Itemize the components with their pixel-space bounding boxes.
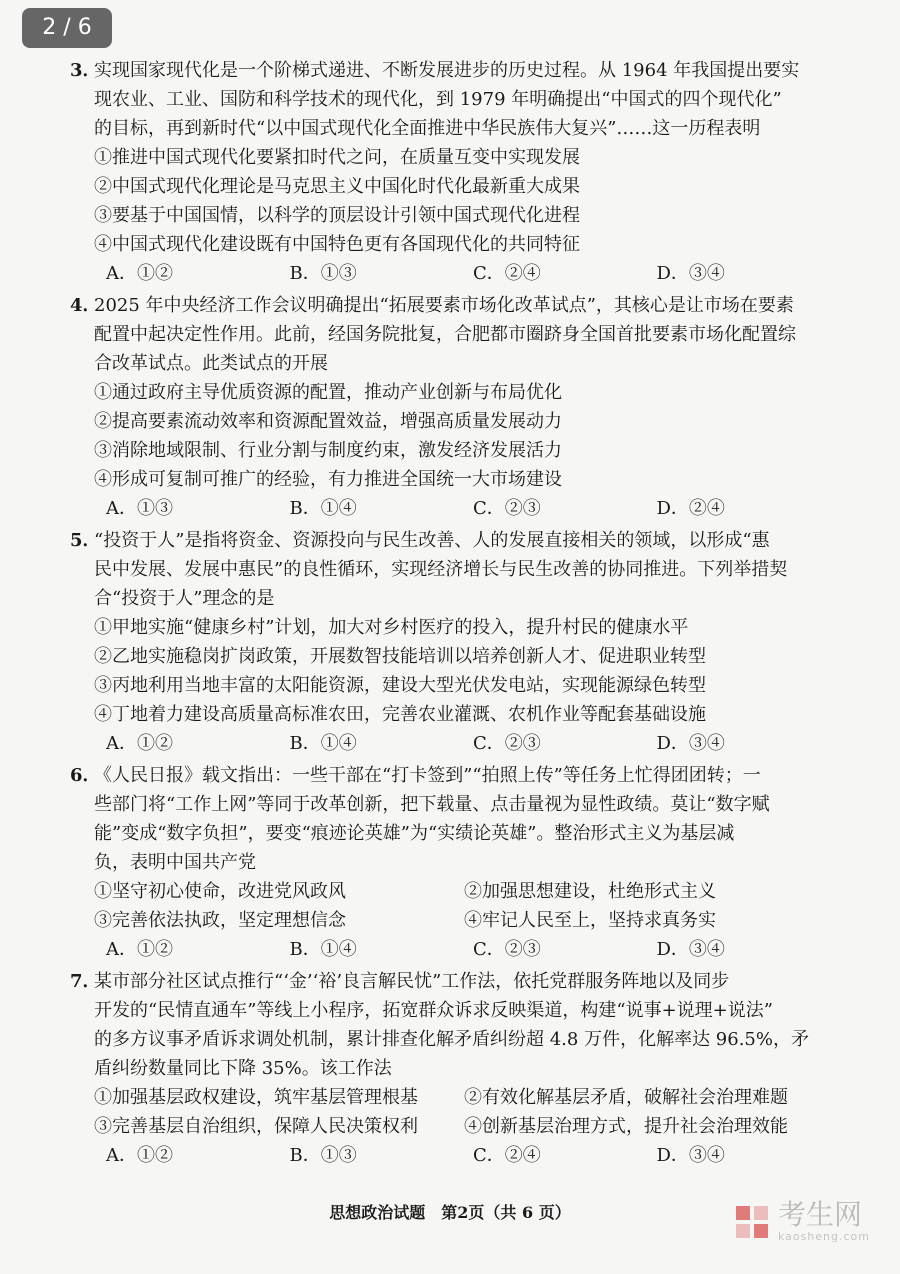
statement-option: ②有效化解基层矛盾，破解社会治理难题 — [464, 1087, 788, 1108]
statement-option: ③消除地域限制、行业分割与制度约束，激发经济发展活力 — [94, 440, 562, 461]
statement-option: ②提高要素流动效率和资源配置效益，增强高质量发展动力 — [94, 411, 562, 432]
question-stem-line: 开发的“民情直通车”等线上小程序，拓宽群众诉求反映渠道，构建“说事+说理+说法” — [94, 1000, 773, 1021]
question-stem-line: 合改革试点。此类试点的开展 — [94, 353, 328, 374]
question-3 — [70, 56, 840, 288]
question-stem-line: 的多方议事矛盾诉求调处机制，累计排查化解矛盾纠纷超 4.8 万件，化解率达 96.5%，矛 — [94, 1029, 809, 1050]
statement-option-row — [70, 877, 840, 906]
question-stem-line: 些部门将“工作上网”等同于改革创新，把下载量、点击量视为显性政绩。莫让“数字赋 — [94, 794, 770, 815]
answer-choices — [70, 494, 840, 523]
statement-option: ③完善依法执政，坚定理想信念 — [94, 910, 346, 931]
statement-option: ①甲地实施“健康乡村”计划，加大对乡村医疗的投入，提升村民的健康水平 — [94, 617, 689, 638]
statement-option: ②加强思想建设，杜绝形式主义 — [464, 881, 716, 902]
statement-option: ①推进中国式现代化要紧扣时代之问，在质量互变中实现发展 — [94, 147, 580, 168]
page-indicator-badge: 2 / 6 — [22, 8, 112, 48]
question-stem-line: 能”变成“数字负担”，要变“痕迹论英雄”为“实绩论英雄”。整治形式主义为基层减 — [94, 823, 735, 844]
watermark-sub-text: kaosheng.com — [777, 1230, 870, 1243]
question-number: 7． — [70, 971, 101, 992]
choice-c: C．②④ — [473, 263, 541, 284]
exam-content — [70, 56, 840, 1173]
question-7 — [70, 967, 840, 1170]
choice-d: D．③④ — [656, 939, 725, 960]
question-number: 5． — [70, 530, 101, 551]
statement-option-row — [70, 906, 840, 935]
statement-option: ④丁地着力建设高质量高标准农田，完善农业灌溉、农机作业等配套基础设施 — [94, 704, 706, 725]
statement-option: ④创新基层治理方式，提升社会治理效能 — [464, 1116, 788, 1137]
choice-c: C．②③ — [473, 498, 541, 519]
choice-a: A．①② — [106, 263, 173, 284]
choice-c: C．②③ — [473, 733, 541, 754]
statement-option: ①坚守初心使命，改进党风政风 — [94, 881, 346, 902]
choice-a: A．①② — [106, 733, 173, 754]
question-5 — [70, 526, 840, 758]
statement-option: ④形成可复制可推广的经验，有力推进全国统一大市场建设 — [94, 469, 562, 490]
question-stem-line: 某市部分社区试点推行“‘金’‘裕’良言解民忧”工作法，依托党群服务阵地以及同步 — [94, 971, 730, 992]
answer-choices — [70, 259, 840, 288]
kaosheng-logo-icon — [732, 1202, 772, 1242]
answer-choices — [70, 729, 840, 758]
statement-option: ④中国式现代化建设既有中国特色更有各国现代化的共同特征 — [94, 234, 580, 255]
statement-option: ②中国式现代化理论是马克思主义中国化时代化最新重大成果 — [94, 176, 580, 197]
statement-option: ③丙地利用当地丰富的太阳能资源，建设大型光伏发电站，实现能源绿色转型 — [94, 675, 706, 696]
question-stem-line: 的目标，再到新时代“以中国式现代化全面推进中华民族伟大复兴”……这一历程表明 — [94, 118, 761, 139]
watermark-main-text: 考生网 — [777, 1198, 862, 1231]
choice-b: B．①④ — [289, 939, 357, 960]
question-stem-line: “投资于人”是指将资金、资源投向与民生改善、人的发展直接相关的领域，以形成“惠 — [94, 530, 770, 551]
statement-option-row — [70, 1083, 840, 1112]
statement-option: ③完善基层自治组织，保障人民决策权利 — [94, 1116, 418, 1137]
answer-choices — [70, 935, 840, 964]
choice-b: B．①④ — [289, 733, 357, 754]
question-stem-line: 配置中起决定性作用。此前，经国务院批复，合肥都市圈跻身全国首批要素市场化配置综 — [94, 324, 796, 345]
question-number: 4． — [70, 295, 101, 316]
question-stem-line: 《人民日报》载文指出：一些干部在“打卡签到”“拍照上传”等任务上忙得团团转；一 — [94, 765, 761, 786]
choice-b: B．①③ — [289, 263, 357, 284]
choice-d: D．②④ — [656, 498, 725, 519]
question-stem-line: 合“投资于人”理念的是 — [94, 588, 275, 609]
choice-a: A．①③ — [106, 498, 173, 519]
choice-d: D．③④ — [656, 733, 725, 754]
choice-b: B．①④ — [289, 498, 357, 519]
choice-d: D．③④ — [656, 263, 725, 284]
statement-option-row — [70, 1112, 840, 1141]
statement-option: ③要基于中国国情，以科学的顶层设计引领中国式现代化进程 — [94, 205, 580, 226]
question-stem-line: 2025 年中央经济工作会议明确提出“拓展要素市场化改革试点”，其核心是让市场在要素 — [94, 295, 794, 316]
page-footer: 思想政治试题 第2页（共 6 页） — [329, 1203, 571, 1222]
question-6 — [70, 761, 840, 964]
question-4 — [70, 291, 840, 523]
question-number: 6． — [70, 765, 101, 786]
statement-option: ①加强基层政权建设，筑牢基层管理根基 — [94, 1087, 418, 1108]
statement-option: ④牢记人民至上，坚持求真务实 — [464, 910, 716, 931]
question-number: 3． — [70, 60, 101, 81]
question-stem-line: 民中发展、发展中惠民”的良性循环，实现经济增长与民生改善的协同推进。下列举措契 — [94, 559, 788, 580]
choice-d: D．③④ — [656, 1145, 725, 1166]
question-stem-line: 负，表明中国共产党 — [94, 852, 256, 873]
choice-b: B．①③ — [289, 1145, 357, 1166]
choice-c: C．②③ — [473, 939, 541, 960]
choice-a: A．①② — [106, 1145, 173, 1166]
site-watermark — [732, 1200, 870, 1243]
statement-option: ①通过政府主导优质资源的配置，推动产业创新与布局优化 — [94, 382, 562, 403]
choice-c: C．②④ — [473, 1145, 541, 1166]
statement-option: ②乙地实施稳岗扩岗政策，开展数智技能培训以培养创新人才、促进职业转型 — [94, 646, 706, 667]
question-stem-line: 盾纠纷数量同比下降 35%。该工作法 — [94, 1058, 392, 1079]
question-stem-line: 现农业、工业、国防和科学技术的现代化，到 1979 年明确提出“中国式的四个现代化” — [94, 89, 782, 110]
answer-choices — [70, 1141, 840, 1170]
question-stem-line: 实现国家现代化是一个阶梯式递进、不断发展进步的历史过程。从 1964 年我国提出要实 — [94, 60, 800, 81]
choice-a: A．①② — [106, 939, 173, 960]
